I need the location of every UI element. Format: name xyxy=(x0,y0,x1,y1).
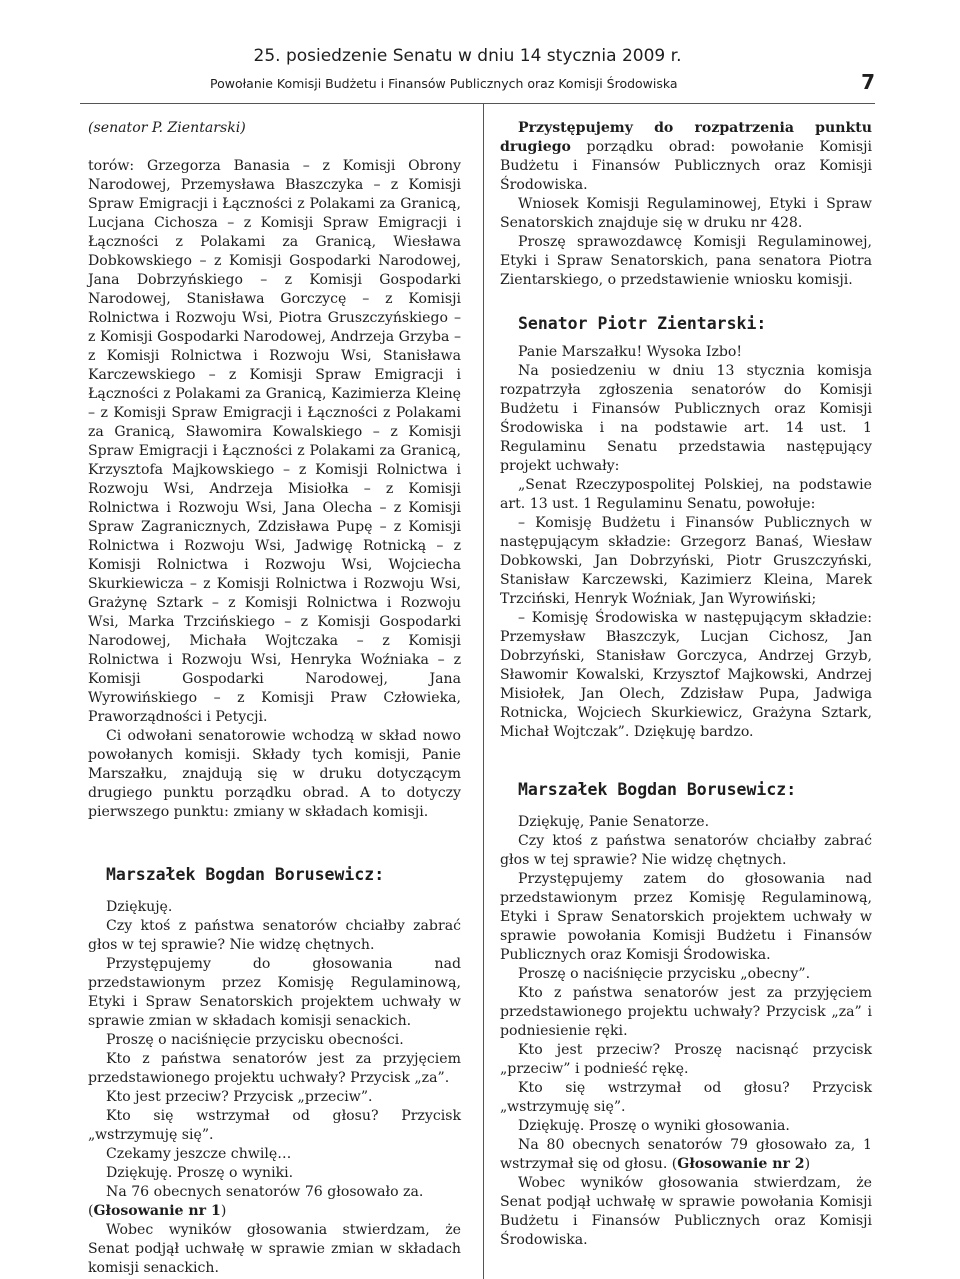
paragraph: Proszę o naciśnięcie przycisku „obecny”. xyxy=(518,966,811,982)
paragraph: Panie Marszałku! Wysoka Izbo! xyxy=(518,344,743,360)
paragraph: Na 80 obecnych senatorów 79 głosowało za, 1 wstrzymał się od głosu. (Głosowanie nr 2) xyxy=(500,1137,872,1172)
paragraph: Przystępujemy zatem do głosowania nad przedstawionym przez Komisję Regulaminową, Etyki i Spraw Senatorskich projektem uchwały w sprawie powołania Komisji Budżetu i Finansów Publicznych oraz Komisji Środowiska. xyxy=(500,871,872,963)
paragraph: Przystępujemy do głosowania nad przedstawionym przez Komisję Regulaminową, Etyki i Spraw Senatorskich projektem uchwały w sprawie zmian w składach komisji senackich. xyxy=(88,956,461,1029)
speaker-heading: Marszałek Bogdan Borusewicz: xyxy=(518,780,797,799)
page-number: 7 xyxy=(861,70,875,94)
paragraph: – Komisję Środowiska w następującym składzie: Przemysław Błaszczyk, Lucjan Cichosz, Jan Dobrzyński, Stanisław Gorczyca, Andrzej Grzyb, Sławomir Kowalski, Krzysztof Majkowski, Andrzej Misiołek, Jan Olech, Zdzisław Pupa, Jadwiga Rotnicka, Wojciech Skurkiewicz, Grażyna Sztark, Michał Wojtczak”. Dziękuję bardzo. xyxy=(500,610,872,740)
paragraph: Czekamy jeszcze chwilę… xyxy=(106,1146,292,1162)
right-column xyxy=(500,119,872,1250)
paragraph: Kto z państwa senatorów jest za przyjęciem przedstawionego projektu uchwały? Przycisk „za”. xyxy=(88,1051,461,1086)
session-title: 25. posiedzenie Senatu w dniu 14 stycznia 2009 r. xyxy=(253,46,682,66)
paragraph: – Komisję Budżetu i Finansów Publicznych w następującym składzie: Grzegorz Banaś, Wiesław Dobkowski, Jan Dobrzyński, Piotr Gruszczyński, Stanisław Karczewski, Kazimierz Kleina, Marek Trzciński, Henryk Woźniak, Jan Wyrowiński; xyxy=(500,515,872,607)
vote-label: Głosowanie nr 1 xyxy=(93,1203,221,1219)
speaker-note: (senator P. Zientarski) xyxy=(88,120,246,136)
paragraph: Kto się wstrzymał od głosu? Przycisk „wstrzymuję się”. xyxy=(500,1080,872,1115)
header-rule xyxy=(80,103,875,104)
speaker-heading: Senator Piotr Zientarski: xyxy=(518,314,767,333)
paragraph: Na 76 obecnych senatorów 76 głosowało za. xyxy=(106,1184,424,1200)
paragraph: Dziękuję. xyxy=(106,899,173,915)
paragraph: Ci odwołani senatorowie wchodzą w skład nowo powołanych komisji. Składy tych komisji, Panie Marszałku, znajdują się w druku dotyczącym drugiego punktu porządku obrad. A to dotyczy pierwszego punktu: zmiany w składach komisji. xyxy=(88,728,461,820)
vote-reference: (Głosowanie nr 1) xyxy=(88,1203,227,1219)
paragraph: Na posiedzeniu w dniu 13 stycznia komisja rozpatrzyła zgłoszenia senatorów do Komisji Budżetu i Finansów Publicznych oraz Komisji Środowiska i na podstawie art. 14 ust. 1 Regulaminu Senatu przedstawia następujący projekt uchwały: xyxy=(500,363,872,474)
column-divider xyxy=(483,103,484,1279)
paragraph: Kto jest przeciw? Proszę nacisnąć przycisk „przeciw” i podnieść rękę. xyxy=(500,1042,872,1077)
paragraph: „Senat Rzeczypospolitej Polskiej, na podstawie art. 13 ust. 1 Regulaminu Senatu, powołuje: xyxy=(500,477,872,512)
paragraph: Dziękuję. Proszę o wyniki głosowania. xyxy=(518,1118,790,1134)
paragraph: Proszę sprawozdawcę Komisji Regulaminowej, Etyki i Spraw Senatorskich, pana senatora Piotra Zientarskiego, o przedstawienie wniosku komisji. xyxy=(500,234,872,288)
paragraph: Czy ktoś z państwa senatorów chciałby zabrać głos w tej sprawie? Nie widzę chętnych. xyxy=(88,918,461,953)
vote-label: Głosowanie nr 2 xyxy=(677,1156,805,1172)
paragraph: Kto jest przeciw? Przycisk „przeciw”. xyxy=(106,1089,373,1105)
paragraph: Wobec wyników głosowania stwierdzam, że Senat podjął uchwałę w sprawie zmian w składach komisji senackich. xyxy=(88,1222,461,1276)
paragraph: Przystępujemy do rozpatrzenia punktu drugiego porządku obrad: powołanie Komisji Budżetu i Finansów Publicznych oraz Komisji Środowiska. xyxy=(500,120,872,193)
paragraph: Kto z państwa senatorów jest za przyjęciem przedstawionego projektu uchwały? Przycisk „za” i podniesienie ręki. xyxy=(500,985,872,1039)
paragraph: Dziękuję, Panie Senatorze. xyxy=(518,814,710,830)
paragraph: Kto się wstrzymał od głosu? Przycisk „wstrzymuję się”. xyxy=(88,1108,461,1143)
paragraph: Czy ktoś z państwa senatorów chciałby zabrać głos w tej sprawie? Nie widzę chętnych. xyxy=(500,833,872,868)
section-title: Powołanie Komisji Budżetu i Finansów Publicznych oraz Komisji Środowiska xyxy=(210,76,678,91)
paragraph: Wniosek Komisji Regulaminowej, Etyki i Spraw Senatorskich znajduje się w druku nr 428. xyxy=(500,196,872,231)
left-column xyxy=(88,119,461,1278)
speaker-heading: Marszałek Bogdan Borusewicz: xyxy=(106,865,385,884)
paragraph: torów: Grzegorza Banasia – z Komisji Obrony Narodowej, Przemysława Błaszczyka – z Komisji Spraw Emigracji i Łączności z Polakami za Granicą, Lucjana Cichosza – z Komisji Spraw Emigracji i Łączności z Polakami za Granicą, Wiesława Dobkowskiego – z Komisji Gospodarki Narodowej, Jana Dobrzyńskiego – z Komisji Gospodarki Narodowej, Stanisława Gorczycę – z Komisji Rolnictwa i Rozwoju Wsi, Piotra Gruszczyńskiego – z Komisji Gospodarki Narodowej, Andrzeja Grzyba – z Komisji Rolnictwa i Rozwoju Wsi, Stanisława Karczewskiego – z Komisji Spraw Emigracji i Łączności z Polakami za Granicą, Kazimierza Kleinę – z Komisji Spraw Emigracji i Łączności z Polakami za Granicą, Sławomira Kowalskiego – z Komisji Spraw Emigracji i Łączności z Polakami za Granicą, Krzysztofa Majkowskiego – z Komisji Rolnictwa i Rozwoju Wsi, Andrzeja Misiołka – z Komisji Rolnictwa i Rozwoju Wsi, Jana Olecha – z Komisji Spraw Zagranicznych, Zdzisława Pupę – z Komisji Rolnictwa i Rozwoju Wsi, Jadwigę Rotnicką – z Komisji Rolnictwa i Rozwoju Wsi, Wojciecha Skurkiewicza – z Komisji Rolnictwa i Rozwoju Wsi, Grażynę Sztark – z Komisji Rolnictwa i Rozwoju Wsi, Marka Trzcińskiego – z Komisji Gospodarki Narodowej, Michała Wojtczaka – z Komisji Rolnictwa i Rozwoju Wsi, Henryka Woźniaka – z Komisji Gospodarki Narodowej, Jana Wyrowińskiego – z Komisji Praw Człowieka, Praworządności i Petycji. xyxy=(88,158,461,725)
agenda-item: Przystępujemy do rozpatrzenia punktu drugiego xyxy=(500,120,872,155)
paragraph: Wobec wyników głosowania stwierdzam, że Senat podjął uchwałę w sprawie powołania Komisji Budżetu i Finansów Publicznych oraz Komisji Środowiska. xyxy=(500,1175,872,1248)
paragraph: Dziękuję. Proszę o wyniki. xyxy=(106,1165,294,1181)
paragraph: Proszę o naciśnięcie przycisku obecności. xyxy=(106,1032,404,1048)
